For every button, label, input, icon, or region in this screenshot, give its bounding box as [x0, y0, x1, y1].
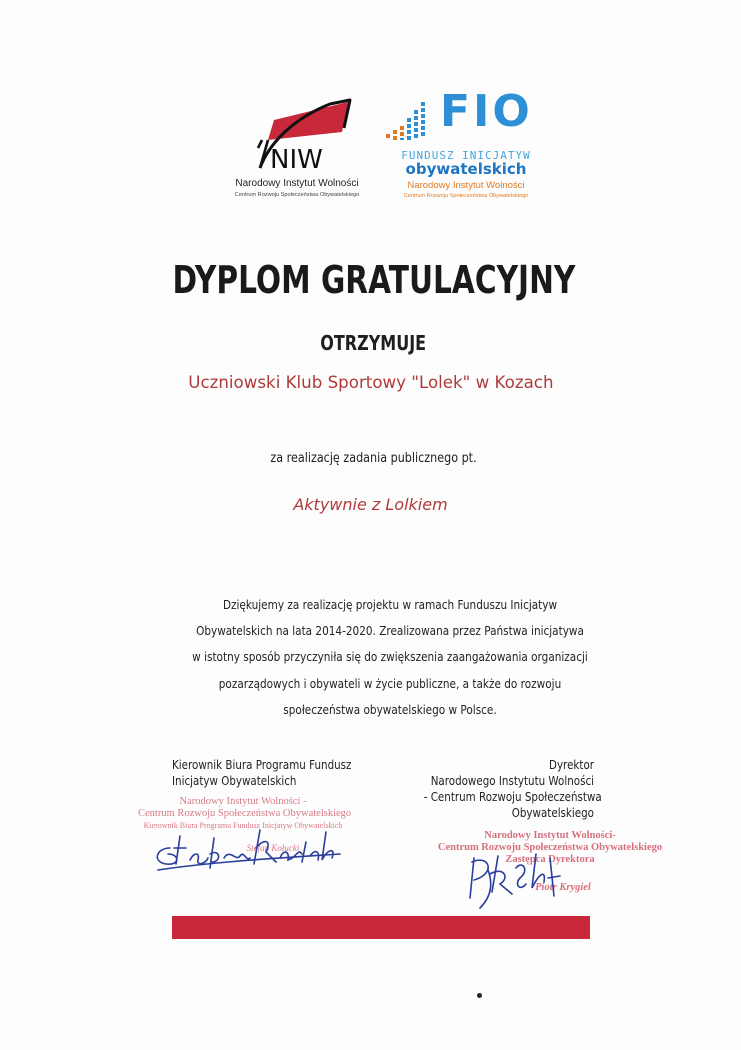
for-task-text: za realizację zadania publicznego pt.	[270, 451, 477, 466]
stamp-line: Narodowy Instytut Wolności-	[484, 830, 616, 841]
thanks-line: Obywatelskich na lata 2014-2020. Zrealizowana przez Państwa inicjatywa	[196, 624, 584, 639]
fio-wordmark: FIO	[440, 86, 533, 137]
fio-line2: obywatelskich	[405, 160, 527, 178]
left-signatory-title	[172, 757, 381, 789]
thanks-line: Dziękujemy za realizację projektu w ramach Funduszu Inicjatyw	[222, 598, 558, 612]
thanks-line: w istotny sposób przyczyniła się do zwiększenia zaangażowania organizacji	[192, 650, 588, 665]
signatory-line: Obywatelskiego	[511, 806, 594, 820]
thanks-paragraph	[120, 592, 660, 723]
right-signatory-title	[396, 757, 602, 821]
recipient-name: Uczniowski Klub Sportowy "Lolek" w Kozach	[188, 373, 554, 393]
project-title: Aktywnie z Lolkiem	[293, 495, 448, 514]
niw-wordmark: NIW	[270, 145, 323, 174]
niw-subtitle: Centrum Rozwoju Społeczeństwa Obywatelskiego	[234, 192, 360, 198]
stamp-line: Zastępca Dyrektora	[505, 854, 595, 865]
signatory-line: Inicjatyw Obywatelskich	[172, 774, 297, 788]
signatory-line: - Centrum Rozwoju Społeczeństwa	[423, 790, 602, 804]
stamp-name: Piotr Krygiel	[535, 882, 591, 893]
stamp-line: Centrum Rozwoju Społeczeństwa Obywatelskiego	[437, 842, 663, 853]
niw-logo	[222, 98, 372, 206]
signatory-line: Narodowego Instytutu Wolności	[430, 774, 594, 788]
decorative-bar	[172, 916, 590, 939]
fio-line3: Narodowy Instytut Wolności	[407, 180, 525, 191]
signatory-line: Kierownik Biura Programu Fundusz	[172, 758, 352, 772]
signatory-line: Dyrektor	[548, 758, 594, 772]
stamp-line: Centrum Rozwoju Społeczeństwa Obywatelskiego	[138, 808, 352, 819]
decorative-dot	[477, 993, 482, 998]
diploma-title: DYPLOM GRATULACYJNY	[172, 258, 576, 302]
left-signature-icon	[150, 818, 350, 874]
fio-line4: Centrum Rozwoju Społeczeństwa Obywatelskiego	[403, 193, 529, 199]
stamp-name: Stefan Kołucki	[246, 843, 300, 853]
thanks-line: społeczeństwa obywatelskiego w Polsce.	[283, 702, 497, 717]
niw-mark-icon	[238, 98, 354, 174]
fio-logo	[384, 86, 554, 208]
receives-label: OTRZYMUJE	[320, 331, 427, 355]
fio-dots-icon	[384, 100, 430, 140]
fio-line1: FUNDUSZ INICJATYW	[401, 149, 531, 162]
stamp-line: Kierownik Biura Programu Fundusz Inicjatyw Obywatelskich	[143, 821, 343, 830]
thanks-line: pozarządowych i obywateli w życie publiczne, a także do rozwoju	[218, 676, 562, 691]
niw-title: Narodowy Instytut Wolności	[235, 178, 359, 189]
stamp-line: Narodowy Instytut Wolności -	[179, 796, 307, 807]
right-signature-icon	[460, 848, 570, 918]
